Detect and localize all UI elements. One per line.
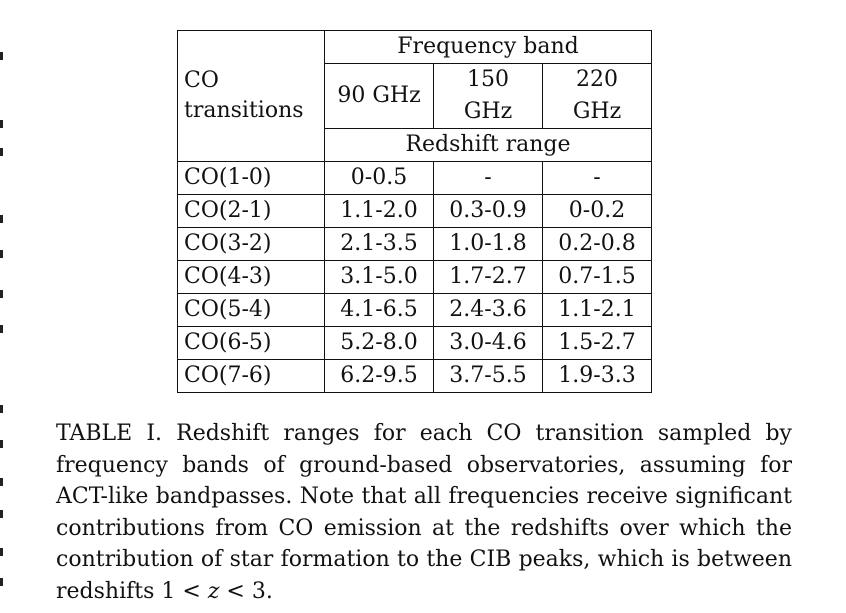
- redshift-cell: 1.7-2.7: [434, 261, 543, 294]
- table-row: [178, 294, 652, 327]
- band-header-cell: 220 GHz: [543, 64, 652, 129]
- redshift-cell: 0-0.2: [543, 195, 652, 228]
- margin-mark: [0, 578, 3, 586]
- transition-label: CO(3-2): [178, 228, 325, 261]
- band-header-cell: 150 GHz: [434, 64, 543, 129]
- redshift-cell: -: [434, 162, 543, 195]
- table-row: [178, 261, 652, 294]
- caption-tail: < 3.: [219, 578, 273, 604]
- margin-mark: [0, 215, 3, 223]
- frequency-band-header: Frequency band: [325, 31, 652, 64]
- table-row: [178, 327, 652, 360]
- redshift-cell: -: [543, 162, 652, 195]
- caption-text: TABLE I. Redshift ranges for each CO transition sampled by frequency bands of ground-based observatories, assuming for ACT-like bandpasses. Note that all frequencies receive significant contributions from CO emission at the redshifts over which the contribution of star formation to the CIB peaks, which is between redshifts 1 <: [56, 421, 792, 604]
- margin-mark: [0, 250, 3, 258]
- margin-mark: [0, 325, 3, 333]
- redshift-cell: 3.7-5.5: [434, 360, 543, 393]
- margin-mark: [0, 120, 3, 128]
- redshift-cell: 4.1-6.5: [325, 294, 434, 327]
- margin-mark: [0, 440, 3, 448]
- margin-mark: [0, 405, 3, 413]
- margin-mark: [0, 548, 3, 556]
- redshift-cell: 0.2-0.8: [543, 228, 652, 261]
- redshift-cell: 0-0.5: [325, 162, 434, 195]
- redshift-cell: 5.2-8.0: [325, 327, 434, 360]
- redshift-cell: 6.2-9.5: [325, 360, 434, 393]
- redshift-cell: 1.5-2.7: [543, 327, 652, 360]
- table-row: [178, 360, 652, 393]
- redshift-cell: 0.7-1.5: [543, 261, 652, 294]
- table-row: [178, 195, 652, 228]
- caption-variable-z: z: [207, 578, 220, 604]
- margin-mark: [0, 52, 3, 60]
- transition-label: CO(1-0): [178, 162, 325, 195]
- co-redshift-table: [177, 30, 652, 393]
- redshift-cell: 1.0-1.8: [434, 228, 543, 261]
- redshift-cell: 1.9-3.3: [543, 360, 652, 393]
- margin-mark: [0, 510, 3, 518]
- redshift-cell: 0.3-0.9: [434, 195, 543, 228]
- redshift-cell: 1.1-2.0: [325, 195, 434, 228]
- table-row: [178, 228, 652, 261]
- left-margin-marks: [0, 0, 14, 613]
- margin-mark: [0, 290, 3, 298]
- redshift-cell: 1.1-2.1: [543, 294, 652, 327]
- redshift-cell: 2.4-3.6: [434, 294, 543, 327]
- transition-label: CO(5-4): [178, 294, 325, 327]
- band-header-cell: 90 GHz: [325, 64, 434, 129]
- table-caption: [56, 418, 792, 607]
- transition-label: CO(4-3): [178, 261, 325, 294]
- co-transitions-header: CO transitions: [178, 31, 325, 162]
- table-row: [178, 162, 652, 195]
- margin-mark: [0, 478, 3, 486]
- transition-label: CO(2-1): [178, 195, 325, 228]
- table-body: [178, 162, 652, 393]
- redshift-cell: 3.1-5.0: [325, 261, 434, 294]
- transition-label: CO(7-6): [178, 360, 325, 393]
- margin-mark: [0, 148, 3, 156]
- transition-label: CO(6-5): [178, 327, 325, 360]
- redshift-cell: 3.0-4.6: [434, 327, 543, 360]
- redshift-cell: 2.1-3.5: [325, 228, 434, 261]
- redshift-range-header: Redshift range: [325, 129, 652, 162]
